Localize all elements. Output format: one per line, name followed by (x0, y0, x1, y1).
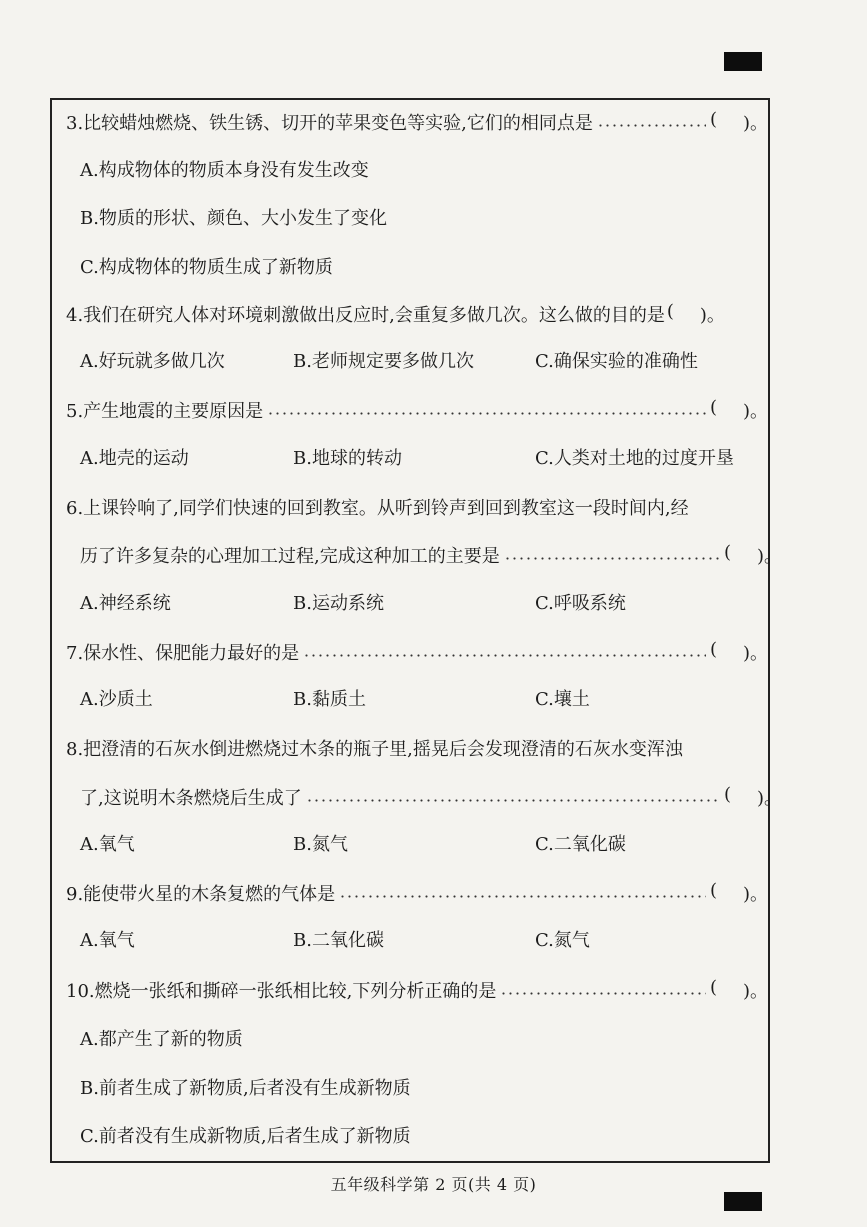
question-8-option-c[interactable]: C.二氧化碳 (535, 834, 626, 855)
question-6-stem-line-2: 历了许多复杂的心理加工过程,完成这种加工的主要是 ( )。 (80, 542, 782, 567)
question-4-option-b[interactable]: B.老师规定要多做几次 (293, 351, 474, 372)
dot-leader (339, 895, 706, 898)
answer-paren[interactable]: ( )。 (724, 784, 782, 809)
question-8-option-a[interactable]: A.氧气 (80, 834, 135, 855)
question-10-stem: 10.燃烧一张纸和撕碎一张纸相比较,下列分析正确的是 ( )。 (66, 977, 768, 1002)
dot-leader (306, 799, 720, 802)
question-6-option-b[interactable]: B.运动系统 (293, 593, 384, 614)
question-7-option-b[interactable]: B.黏质土 (293, 689, 366, 710)
dot-leader (303, 654, 706, 657)
question-7-option-a[interactable]: A.沙质土 (80, 689, 153, 710)
question-3-option-a[interactable]: A.构成物体的物质本身没有发生改变 (80, 160, 369, 181)
question-5-options (80, 445, 770, 473)
question-7-options (80, 686, 770, 714)
question-3-stem: 3.比较蜡烛燃烧、铁生锈、切开的苹果变色等实验,它们的相同点是 ( )。 (66, 109, 768, 134)
question-3-option-b[interactable]: B.物质的形状、颜色、大小发生了变化 (80, 208, 387, 229)
question-9-option-b[interactable]: B.二氧化碳 (293, 930, 384, 951)
question-8-options (80, 831, 770, 859)
question-6-stem-line-1: 6.上课铃响了,同学们快速的回到教室。从听到铃声到回到教室这一段时间内,经 (66, 498, 689, 519)
dot-leader (504, 557, 720, 560)
question-8-option-b[interactable]: B.氮气 (293, 834, 348, 855)
question-4-option-c[interactable]: C.确保实验的准确性 (535, 351, 698, 372)
dot-leader (500, 992, 706, 995)
question-4-stem: 4.我们在研究人体对环境刺激做出反应时,会重复多做几次。这么做的目的是 ( )。 (66, 301, 725, 326)
question-6-option-a[interactable]: A.神经系统 (80, 593, 171, 614)
dot-leader (267, 412, 706, 415)
question-6-option-c[interactable]: C.呼吸系统 (535, 593, 626, 614)
question-7-option-c[interactable]: C.壤土 (535, 689, 590, 710)
question-6-options (80, 590, 770, 618)
question-9-stem: 9.能使带火星的木条复燃的气体是 ( )。 (66, 880, 768, 905)
question-5-option-b[interactable]: B.地球的转动 (293, 448, 402, 469)
question-9-option-c[interactable]: C.氮气 (535, 930, 590, 951)
question-10-option-b[interactable]: B.前者生成了新物质,后者没有生成新物质 (80, 1078, 411, 1099)
question-4-options (80, 348, 770, 376)
question-4-option-a[interactable]: A.好玩就多做几次 (80, 351, 225, 372)
page-footer: 五年级科学第 2 页(共 4 页) (330, 1175, 537, 1194)
question-9-options (80, 927, 770, 955)
question-5-option-a[interactable]: A.地壳的运动 (80, 448, 189, 469)
question-10-option-c[interactable]: C.前者没有生成新物质,后者生成了新物质 (80, 1126, 411, 1147)
answer-paren[interactable]: ( )。 (710, 977, 768, 1002)
question-9-option-a[interactable]: A.氧气 (80, 930, 135, 951)
question-5-stem: 5.产生地震的主要原因是 ( )。 (66, 397, 768, 422)
answer-paren[interactable]: ( )。 (724, 542, 782, 567)
answer-paren[interactable]: ( )。 (666, 301, 725, 326)
answer-paren[interactable]: ( )。 (710, 397, 768, 422)
question-3-option-c[interactable]: C.构成物体的物质生成了新物质 (80, 257, 333, 278)
registration-mark-top (724, 52, 762, 71)
answer-paren[interactable]: ( )。 (710, 639, 768, 664)
registration-mark-bottom (724, 1192, 762, 1211)
answer-paren[interactable]: ( )。 (710, 109, 768, 134)
question-7-stem: 7.保水性、保肥能力最好的是 ( )。 (66, 639, 768, 664)
answer-paren[interactable]: ( )。 (710, 880, 768, 905)
question-5-option-c[interactable]: C.人类对土地的过度开垦 (535, 448, 734, 469)
dot-leader (597, 124, 706, 127)
question-10-option-a[interactable]: A.都产生了新的物质 (80, 1029, 243, 1050)
question-8-stem-line-2: 了,这说明木条燃烧后生成了 ( )。 (80, 784, 782, 809)
question-8-stem-line-1: 8.把澄清的石灰水倒进燃烧过木条的瓶子里,摇晃后会发现澄清的石灰水变浑浊 (66, 739, 683, 760)
